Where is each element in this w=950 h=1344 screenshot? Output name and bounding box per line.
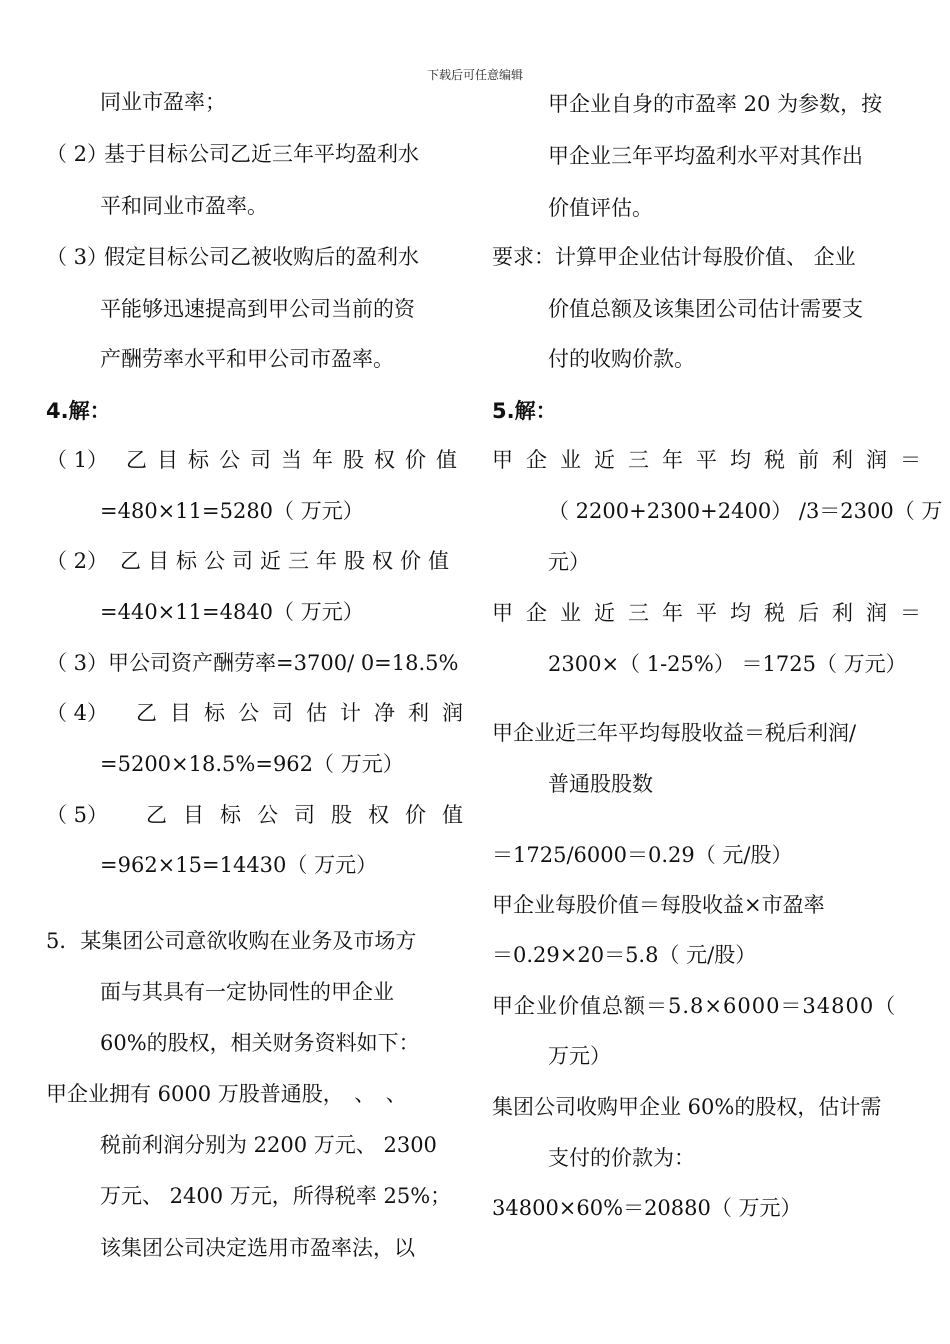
sol4-step1-line: 乙目标公司当年股权价值 — [126, 448, 467, 472]
sol5-line: 元） — [548, 550, 590, 574]
q4-item3-line: 产酬劳率水平和甲公司市盈率。 — [100, 347, 394, 371]
sol4-step1-formula: =480×11=5280（ 万元） — [100, 499, 364, 523]
sol4-step5-line: 乙目标公司股权价值 — [146, 803, 479, 827]
sol5-line: （ 2200+2300+2400） /3＝2300（ 万 — [548, 499, 943, 523]
sol5-line: 万元） — [548, 1044, 611, 1068]
q5-line: 甲企业自身的市盈率 20 为参数，按 — [548, 92, 883, 116]
q5-line: 税前利润分别为 2200 万元、 2300 — [100, 1133, 437, 1157]
sol5-line: 集团公司收购甲企业 60%的股权，估计需 — [492, 1095, 882, 1119]
sol4-step2-label: （ 2） — [46, 549, 109, 573]
sol5-line: 2300×（ 1-25%） ＝1725（ 万元） — [548, 652, 907, 676]
sol5-line: 普通股股数 — [548, 772, 653, 796]
solution-5-heading: 5.解： — [492, 399, 557, 423]
sol4-step4-formula: =5200×18.5%=962（ 万元） — [100, 752, 404, 776]
sol4-step4-label: （ 4） — [46, 701, 109, 725]
sol4-step3-line: （ 3）甲公司资产酬劳率=3700/ 0=18.5% — [46, 651, 459, 675]
sol5-line: ＝1725/6000＝0.29（ 元/股） — [492, 843, 793, 867]
q5-line: 万元、 2400 万元，所得税率 25%； — [100, 1184, 452, 1208]
q5-line: 60%的股权，相关财务资料如下： — [100, 1031, 420, 1055]
sol4-step4-line: 乙目标公司估计净利润 — [136, 701, 476, 725]
sol5-line: 甲企业近三年平均税后利润＝ — [492, 601, 934, 625]
q5-line: 面与其具有一定协同性的甲企业 — [100, 980, 394, 1004]
q5-requirement: 付的收购价款。 — [548, 347, 695, 371]
sol4-step1-label: （ 1） — [46, 448, 109, 472]
q5-line: 5．某集团公司意欲收购在业务及市场方 — [46, 929, 417, 953]
sol5-line: 支付的价款为： — [548, 1146, 695, 1170]
q4-item2-line: 平和同业市盈率。 — [100, 194, 268, 218]
sol5-line: 甲企业每股价值＝每股收益×市盈率 — [492, 893, 825, 917]
sol5-line: 34800×60%＝20880（ 万元） — [492, 1196, 802, 1220]
sol4-step5-label: （ 5） — [46, 803, 109, 827]
q5-line: 甲企业三年平均盈利水平对其作出 — [548, 144, 863, 168]
sol5-line: 甲企业近三年平均税前利润＝ — [492, 448, 934, 472]
q4-line: 同业市盈率； — [100, 90, 226, 114]
q5-line: 价值评估。 — [548, 196, 653, 220]
q4-item2-line: 基于目标公司乙近三年平均盈利水 — [104, 142, 419, 166]
sol4-step5-formula: =962×15=14430（ 万元） — [100, 853, 378, 877]
q5-requirement: 要求：计算甲企业估计每股价值、 企业 — [492, 245, 856, 269]
sol5-line: ＝0.29×20＝5.8（ 元/股） — [492, 943, 757, 967]
solution-4-heading: 4.解： — [46, 399, 111, 423]
q5-line: 甲企业拥有 6000 万股普通股， 、 、 — [46, 1082, 407, 1106]
page-header: 下载后可任意编辑 — [426, 68, 523, 82]
q4-item3-line: 平能够迅速提高到甲公司当前的资 — [100, 297, 415, 321]
q4-item3-line: 假定目标公司乙被收购后的盈利水 — [104, 245, 419, 269]
sol5-line: 甲企业价值总额＝5.8×6000＝34800（ — [492, 994, 897, 1018]
q5-line: 该集团公司决定选用市盈率法，以 — [100, 1236, 415, 1260]
sol5-line: 甲企业近三年平均每股收益＝税后利润/ — [492, 721, 857, 745]
sol4-step2-formula: =440×11=4840（ 万元） — [100, 600, 364, 624]
sol4-step2-line: 乙目标公司近三年股权价值 — [120, 549, 456, 573]
q4-item2-label: （ 2） — [46, 142, 109, 166]
q4-item3-label: （ 3） — [46, 245, 109, 269]
q5-requirement: 价值总额及该集团公司估计需要支 — [548, 297, 863, 321]
